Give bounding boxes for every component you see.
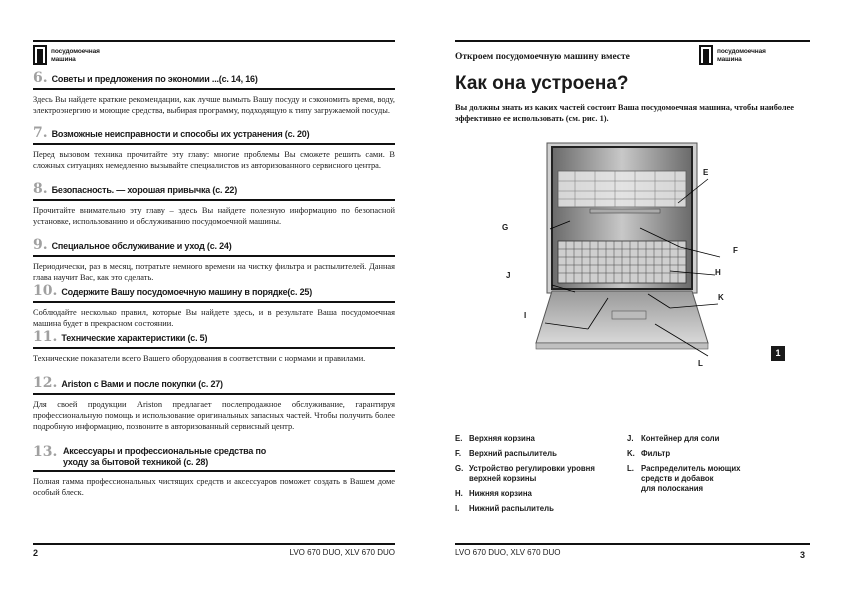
section-subtitle: Откроем посудомоечную машину вместе xyxy=(455,52,630,62)
logo-mark-icon xyxy=(699,45,713,65)
legend-text: Верхняя корзина xyxy=(469,434,535,443)
logo-text-line2: машина xyxy=(51,56,76,63)
legend-text: Фильтр xyxy=(641,449,671,458)
section-number: 13. xyxy=(33,444,58,460)
page-number: 3 xyxy=(800,550,806,560)
legend-letter: G. xyxy=(455,464,464,473)
section-number: 12. xyxy=(33,375,58,391)
legend-item xyxy=(627,464,807,494)
section-number: 6. xyxy=(33,70,48,86)
callout-l: L xyxy=(698,359,703,368)
legend-item xyxy=(455,464,625,484)
upper-rack xyxy=(558,171,686,207)
section-title: Ariston с Вами и после покупки (с. 27) xyxy=(61,379,223,389)
section-title: Технические характеристики (с. 5) xyxy=(61,333,208,343)
legend-item xyxy=(455,489,625,499)
legend-right xyxy=(627,434,807,499)
detergent-dispenser xyxy=(612,311,646,319)
callout-k: K xyxy=(718,293,724,302)
legend-item xyxy=(455,434,625,444)
section-body: Технические показатели всего Вашего оборудования в соответствии с нормами и правилами. xyxy=(33,354,366,363)
legend-item xyxy=(627,449,807,459)
figure-number-tab: 1 xyxy=(771,346,785,361)
section-body: Перед вызовом техника прочитайте эту главу: многие проблемы Вы сможете решить сами. В сложных ситуациях немедленно вызывайте специалистов из авторизованного сервисного центра. xyxy=(33,150,395,170)
legend-text: Контейнер для соли xyxy=(641,434,720,443)
legend-letter: H. xyxy=(455,489,463,498)
logo-text xyxy=(717,48,766,64)
section-title: Безопасность. — хорошая привычка (с. 22) xyxy=(51,185,238,195)
section-body: Соблюдайте несколько правил, которые Вы найдете здесь, и в результате Ваша посудомоечная машина будет в прекрасном состоянии. xyxy=(33,308,395,328)
legend-text: Нижняя корзина xyxy=(469,489,532,498)
callout-e: E xyxy=(703,168,709,177)
legend-text: Нижний распылитель xyxy=(469,504,554,513)
legend-text: Распределитель моющих средств и добавок для полоскания xyxy=(641,464,741,493)
section-body: Здесь Вы найдете краткие рекомендации, как лучше вымыть Вашу посуду и сэкономить время, воду, электроэнергию и моющие средства, выбирая программу, подходящую к типу загружаемой посуды. xyxy=(33,95,395,115)
section-body: Для своей продукции Ariston предлагает послепродажное обслуживание, гарантируя профессиональную помощь и использование оригинальных запасных частей. Чтобы получить более подробную информацию, позвоните в авторизованный сервисный центр. xyxy=(33,400,395,431)
legend-left xyxy=(455,434,625,519)
legend-text: Верхний распылитель xyxy=(469,449,557,458)
upper-spray-arm xyxy=(590,209,660,213)
section-title: Аксессуары и профессиональные средства по уходу за бытовой техникой (с. 28) xyxy=(63,446,267,467)
legend-letter: I. xyxy=(455,504,460,513)
logo-text-line1: посудомоечная xyxy=(717,48,766,55)
legend-letter: K. xyxy=(627,449,635,458)
model-label: LVO 670 DUO, XLV 670 DUO xyxy=(455,548,561,557)
intro-text: Вы должны знать из каких частей состоит Ваша посудомоечная машина, чтобы наиболее эффективно ее использовать (см. рис. 1). xyxy=(455,103,794,123)
section-body: Прочитайте внимательно эту главу – здесь Вы найдете полезную информацию по безопасной установке, использованию и обслуживанию посудомоечной машины. xyxy=(33,206,395,226)
page-title: Как она устроена? xyxy=(455,73,629,94)
logo-text-line1: посудомоечная xyxy=(51,48,100,55)
legend-item xyxy=(455,504,625,514)
section-number: 9. xyxy=(33,237,48,253)
section-title: Содержите Вашу посудомоечную машину в порядке(с. 25) xyxy=(61,287,312,297)
section-body: Периодически, раз в месяц, потратьте немного времени на чистку фильтра и распылителей. Данная глава научит Вас, как это сделать. xyxy=(33,262,395,282)
door-base xyxy=(536,343,708,349)
callout-j: J xyxy=(506,271,511,280)
logo-text-line2: машина xyxy=(717,56,742,63)
section-number: 10. xyxy=(33,283,58,299)
section-number: 7. xyxy=(33,125,48,141)
footer-rule xyxy=(455,543,810,545)
legend-item xyxy=(455,449,625,459)
legend-letter: E. xyxy=(455,434,463,443)
callout-g: G xyxy=(502,223,509,232)
legend-letter: F. xyxy=(455,449,462,458)
legend-letter: L. xyxy=(627,464,634,473)
callout-i: I xyxy=(524,311,527,320)
section-title: Возможные неисправности и способы их устранения (с. 20) xyxy=(51,129,310,139)
legend-item xyxy=(627,434,807,444)
callout-f: F xyxy=(733,246,738,255)
brand-logo xyxy=(699,45,766,65)
page-number: 2 xyxy=(33,548,39,558)
top-rule xyxy=(455,40,810,42)
callout-h: H xyxy=(715,268,721,277)
section-title: Советы и предложения по экономии ...(с. 14, 16) xyxy=(51,74,258,84)
section-body: Полная гамма профессиональных чистящих средств и аксессуаров поможет создать в Вашем доме особый блеск. xyxy=(33,477,395,497)
section-number: 11. xyxy=(33,329,58,345)
legend-letter: J. xyxy=(627,434,634,443)
model-label: LVO 670 DUO, XLV 670 DUO xyxy=(289,548,395,557)
section-title: Специальное обслуживание и уход (с. 24) xyxy=(51,241,232,251)
legend-text: Устройство регулировки уровня верхней корзины xyxy=(469,464,595,483)
section-number: 8. xyxy=(33,181,48,197)
